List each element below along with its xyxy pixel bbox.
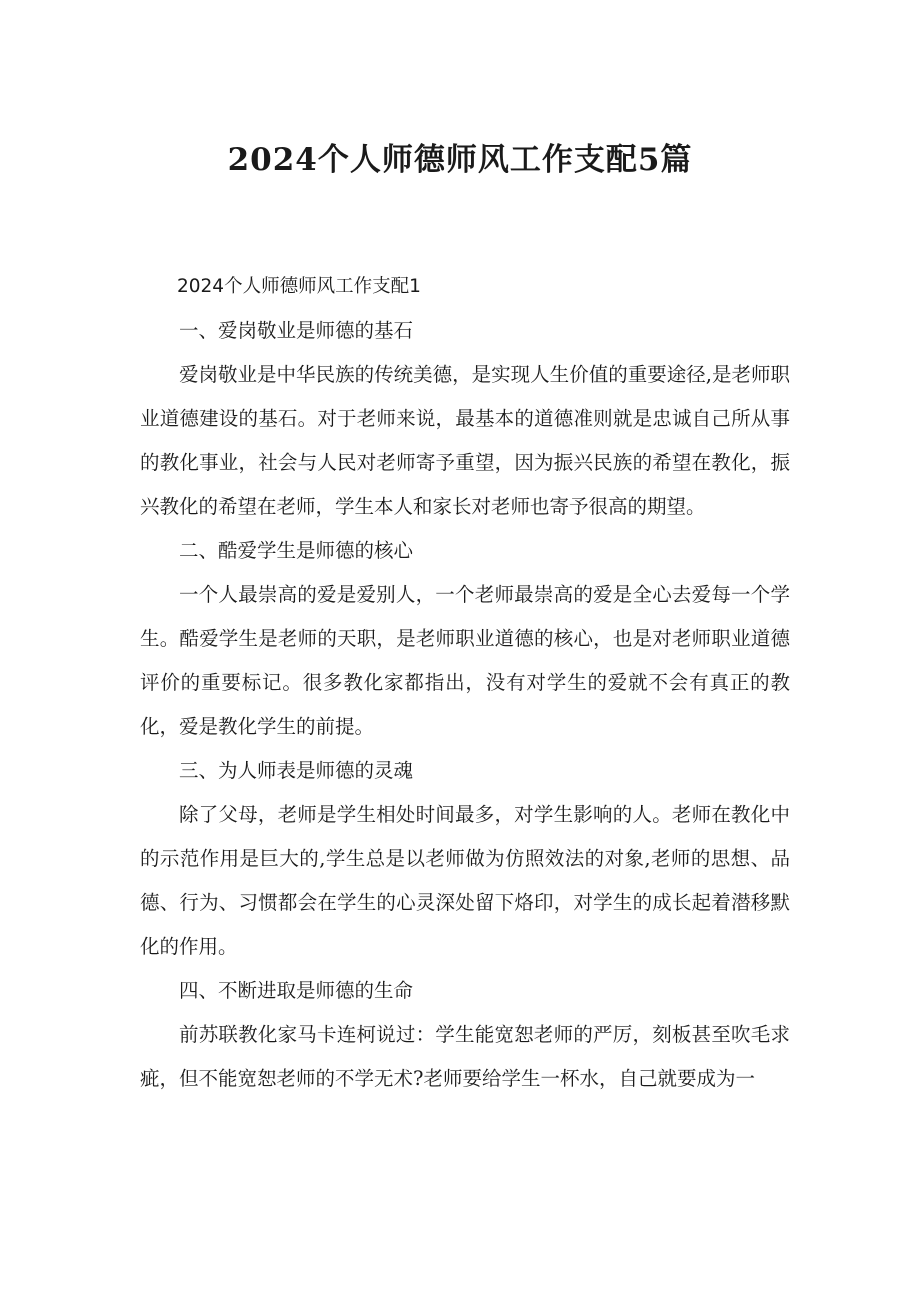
- section-paragraph: 爱岗敬业是中华民族的传统美德，是实现人生价值的重要途径,是老师职业道德建设的基石。对于老师来说，最基本的道德准则就是忠诚自己所从事的教化事业，社会与人民对老师寄予重望，因为振兴民族的希望在教化，振兴教化的希望在老师，学生本人和家长对老师也寄予很高的期望。: [140, 363, 790, 518]
- section-heading: 四、不断进取是师德的生命: [179, 979, 414, 1002]
- document-subtitle: 2024个人师德师风工作支配1: [177, 276, 421, 297]
- section-paragraph: 除了父母，老师是学生相处时间最多，对学生影响的人。老师在教化中的示范作用是巨大的,学生总是以老师做为仿照效法的对象,老师的思想、品德、行为、习惯都会在学生的心灵深处留下烙印，对学生的成长起着潜移默化的作用。: [140, 803, 790, 958]
- section-heading: 三、为人师表是师德的灵魂: [179, 759, 414, 782]
- section-heading: 一、爱岗敬业是师德的基石: [179, 319, 414, 342]
- document-title: 2024个人师德师风工作支配5篇: [227, 142, 693, 178]
- section-paragraph: 前苏联教化家马卡连柯说过：学生能宽恕老师的严厉，刻板甚至吹毛求疵，但不能宽恕老师的不学无术?老师要给学生一杯水，自己就要成为一: [140, 1023, 790, 1090]
- section-paragraph: 一个人最崇高的爱是爱别人，一个老师最崇高的爱是全心去爱每一个学生。酷爱学生是老师的天职，是老师职业道德的核心，也是对老师职业道德评价的重要标记。很多教化家都指出，没有对学生的爱就不会有真正的教化，爱是教化学生的前提。: [140, 583, 790, 738]
- document-body: [140, 265, 790, 1101]
- section-heading: 二、酷爱学生是师德的核心: [179, 539, 414, 562]
